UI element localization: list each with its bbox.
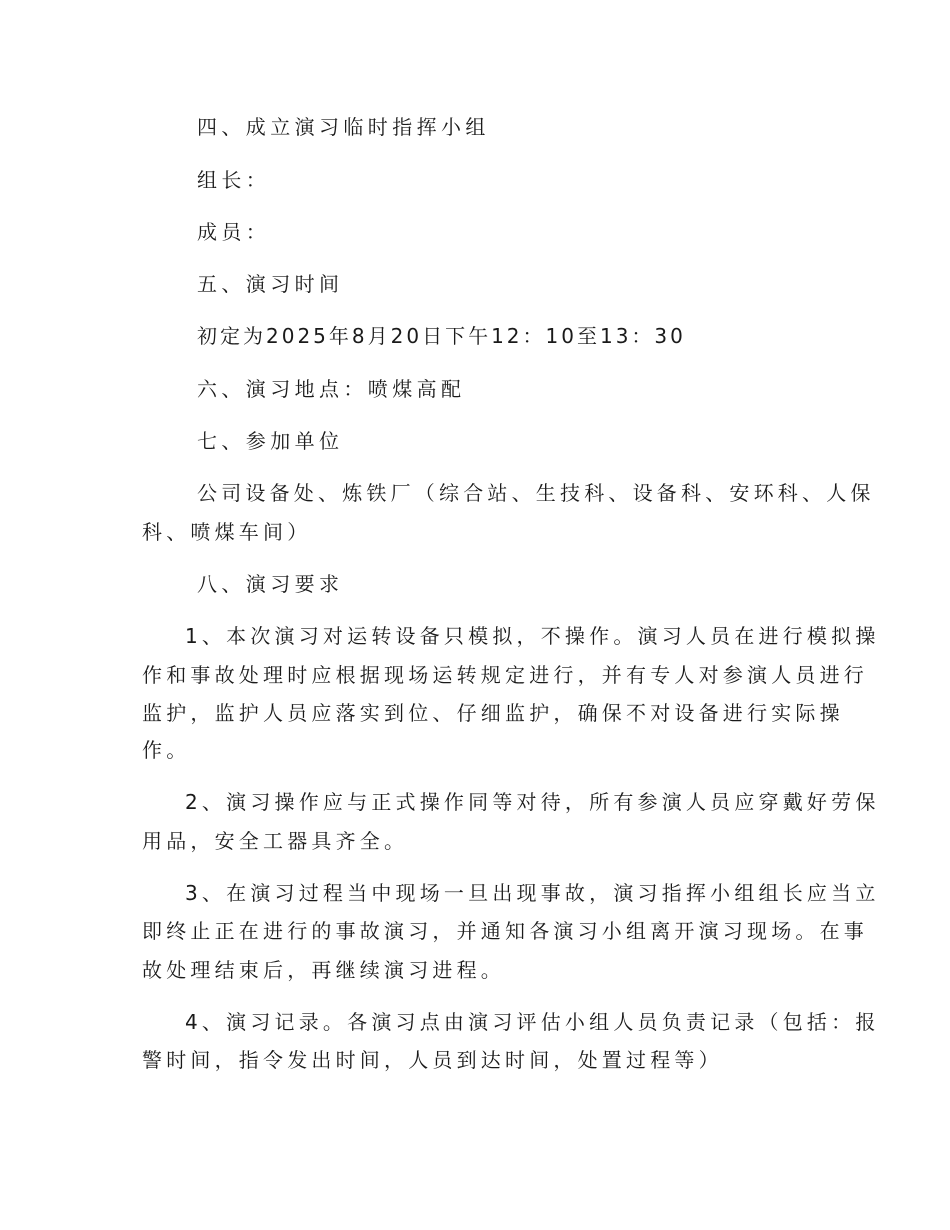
requirement-4-line-2: 警时间，指令发出时间，人员到达时间，处置过程等）	[142, 1048, 723, 1072]
section-heading-8: 八、演习要求	[197, 572, 344, 596]
requirement-2-line-1: 2、演习操作应与正式操作同等对待，所有参演人员应穿戴好劳保	[185, 790, 880, 814]
requirement-3-line-3: 故处理结束后，再继续演习进程。	[142, 958, 505, 982]
section-heading-4: 四、成立演习临时指挥小组	[197, 115, 490, 139]
participants-line-1: 公司设备处、炼铁厂（综合站、生技科、设备科、安环科、人保	[197, 481, 875, 505]
requirement-3-line-1: 3、在演习过程当中现场一旦出现事故，演习指挥小组组长应当立	[185, 881, 880, 905]
section-heading-6: 六、演习地点：喷煤高配	[197, 377, 466, 401]
leader-label: 组长：	[197, 168, 271, 192]
requirement-1-line-2: 作和事故处理时应根据现场运转规定进行，并有专人对参演人员进行	[142, 663, 868, 687]
requirement-2-line-2: 用品，安全工器具齐全。	[142, 829, 409, 853]
requirement-1-line-1: 1、本次演习对运转设备只模拟，不操作。演习人员在进行模拟操	[185, 624, 880, 648]
requirement-1-line-4: 作。	[142, 738, 191, 762]
requirement-4-line-1: 4、演习记录。各演习点由演习评估小组人员负责记录（包括：报	[185, 1010, 880, 1034]
requirement-3-line-2: 即终止正在进行的事故演习，并通知各演习小组离开演习现场。在事	[142, 919, 868, 943]
section-heading-5: 五、演习时间	[197, 272, 344, 296]
drill-time-text: 初定为2025年8月20日下午12：10至13：30	[197, 324, 686, 348]
participants-line-2: 科、喷煤车间）	[142, 520, 312, 544]
requirement-1-line-3: 监护，监护人员应落实到位、仔细监护，确保不对设备进行实际操	[142, 701, 844, 725]
section-heading-7: 七、参加单位	[197, 429, 344, 453]
members-label: 成员：	[197, 220, 271, 244]
